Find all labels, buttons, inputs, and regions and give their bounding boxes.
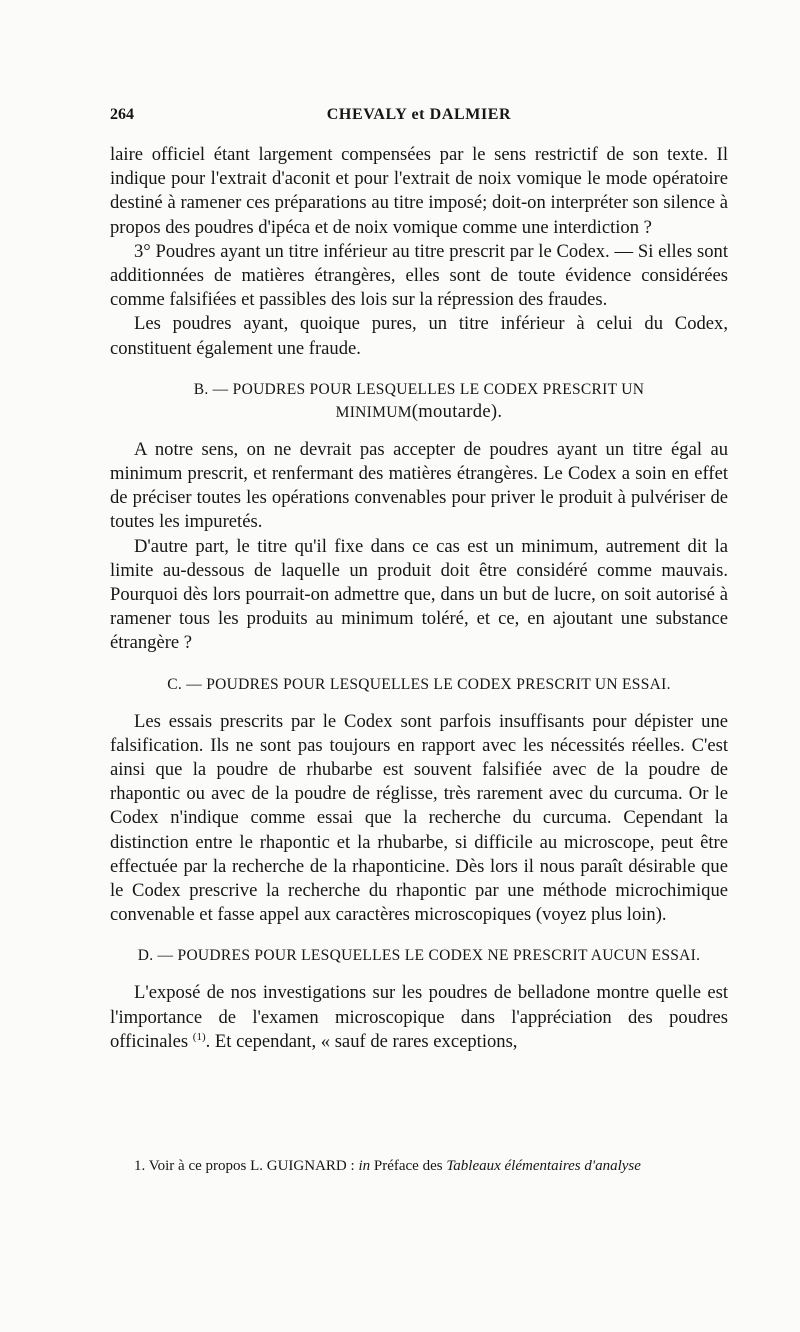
paragraph-item-3: 3° Poudres ayant un titre inférieur au titre prescrit par le Codex. — Si elles sont additionnées de matières étrangères, elles sont de toute évidence considérées comme falsifiées et passibles des lois sur la répression des fraudes.: [110, 240, 728, 311]
section-d-text-end: . Et cependant, « sauf de rares exceptions,: [205, 1030, 518, 1052]
section-b-heading: [110, 379, 728, 424]
section-b-paragraph: D'autre part, le titre qu'il fixe dans ce cas est un minimum, autrement dit la limite au-dessous de laquelle un produit doit être considéré comme mauvais. Pourquoi dès lors pourrait-on admettre que, dans un but de lucre, on soit autorisé à ramener tous les produits au minimum toléré, et ce, en ajoutant une substance étrangère ?: [110, 535, 728, 654]
section-c-heading: C. — POUDRES POUR LESQUELLES LE CODEX PRESCRIT UN ESSAI.: [167, 675, 671, 693]
section-d-text-start: L'exposé de nos investigations sur les poudres de belladone montre quelle est l'importance de l'examen microscopique dans l'appréciation des poudres officinales: [110, 982, 728, 1052]
footnote-text-start: Voir à ce propos L. GUIGNARD :: [148, 1158, 355, 1174]
section-d-paragraph: [110, 981, 728, 1054]
paragraph-fraud: Les poudres ayant, quoique pures, un titre inférieur à celui du Codex, constituent également une fraude.: [110, 313, 728, 359]
footnote: [110, 1156, 728, 1176]
section-d-heading: D. — POUDRES POUR LESQUELLES LE CODEX NE PRESCRIT AUCUN ESSAI.: [137, 947, 701, 965]
footnote-in: in: [358, 1158, 371, 1174]
footnote-italic-title: Tableaux élémentaires d'analyse: [446, 1158, 641, 1174]
paragraph-continuation: laire officiel étant largement compensées par le sens restrictif de son texte. Il indique pour l'extrait d'aconit et pour l'extrait de noix vomique le mode opératoire destiné à ramener ces préparations au titre imposé; doit-on interpréter son silence à propos des poudres d'ipéca et de noix vomique comme une interdiction ?: [110, 144, 728, 238]
footnote-text-mid: Préface des: [373, 1158, 443, 1174]
section-b-heading-text: B. — POUDRES POUR LESQUELLES LE CODEX PRESCRIT UN MINIMUM: [193, 380, 645, 421]
page-number: 264: [110, 106, 134, 123]
section-c-paragraph: Les essais prescrits par le Codex sont parfois insuffisants pour dépister une falsification. Ils ne sont pas toujours en rapport avec les nécessités réelles. C'est ainsi que la poudre de rhubarbe est souvent falsifiée avec de la poudre de rhapontic ou avec de la poudre de réglisse, très rarement avec du curcuma. Or le Codex n'indique comme essai que la recherche du curcuma. Cependant la distinction entre le rhapontic et la rhubarbe, si difficile au microscope, peut être effectuée par la recherche de la rhaponticine. Dès lors il nous paraît désirable que le Codex prescrive la recherche du rhapontic par une méthode microchimique convenable et fasse appel aux caractères microscopiques (voyez plus loin).: [110, 710, 728, 926]
running-header: [110, 106, 728, 130]
footnote-number: 1.: [134, 1158, 146, 1174]
footnote-reference: (1): [192, 1030, 206, 1043]
running-title: CHEVALY et DALMIER: [326, 106, 512, 123]
section-b-heading-tail: (moutarde).: [411, 400, 503, 422]
body-text: [110, 143, 728, 1054]
section-b-paragraph: A notre sens, on ne devrait pas accepter de poudres ayant un titre égal au minimum prescrit, et renfermant des matières étrangères. Le Codex a soin en effet de préciser toutes les opérations convenables pour priver le produit à pulvériser de toutes les impuretés.: [110, 438, 728, 533]
